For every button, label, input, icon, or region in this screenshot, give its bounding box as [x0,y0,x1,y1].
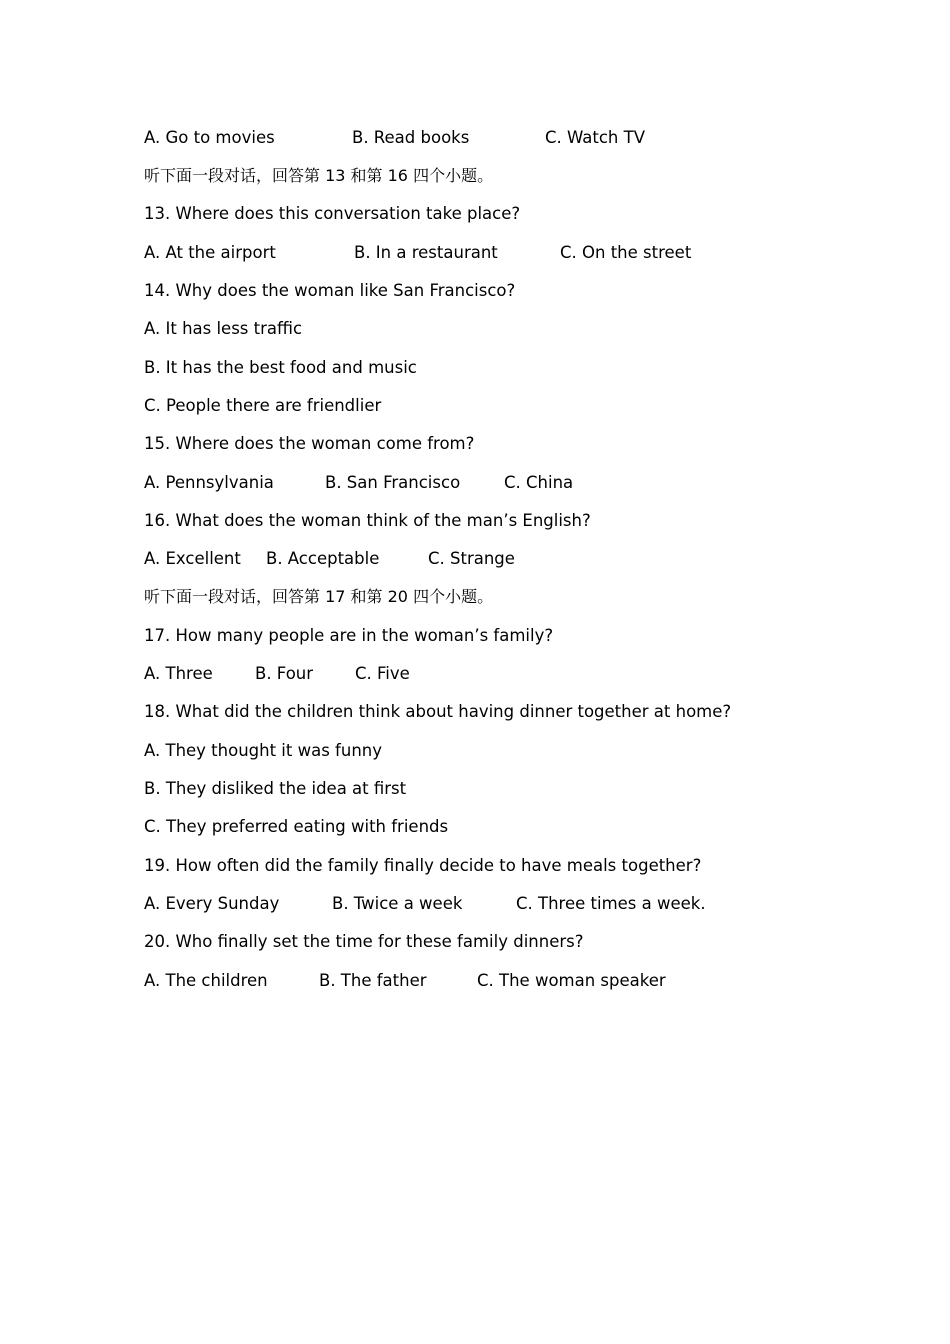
question-16: 16. What does the woman think of the man’s English? [144,511,591,530]
option-c: C. The woman speaker [477,971,666,990]
option-b: B. San Francisco [325,473,461,492]
option-a: A. It has less traffic [144,319,303,338]
option-a: A. Go to movies [144,128,275,147]
option-a: A. They thought it was funny [144,741,383,760]
option-b: B. Twice a week [332,894,463,913]
option-b: B. Four [255,664,314,683]
option-a: A. Three [144,664,213,683]
option-c: C. Strange [428,549,515,568]
section-instruction-13-16: 听下面一段对话，回答第 13 和第 16 四个小题。 [144,166,494,185]
question-13: 13. Where does this conversation take place? [144,204,521,223]
option-c: C. People there are friendlier [144,396,382,415]
option-b: B. They disliked the idea at first [144,779,407,798]
option-c: C. On the street [560,243,692,262]
option-a: A. At the airport [144,243,276,262]
option-b: B. The father [319,971,427,990]
question-18: 18. What did the children think about having dinner together at home? [144,702,732,721]
option-a: A. Pennsylvania [144,473,274,492]
question-14: 14. Why does the woman like San Francisco? [144,281,516,300]
option-c: C. They preferred eating with friends [144,817,449,836]
option-c: C. China [504,473,574,492]
question-19: 19. How often did the family finally decide to have meals together? [144,856,702,875]
option-b: B. It has the best food and music [144,358,417,377]
question-20: 20. Who finally set the time for these family dinners? [144,932,584,951]
option-a: A. The children [144,971,268,990]
section-instruction-17-20: 听下面一段对话，回答第 17 和第 20 四个小题。 [144,587,494,606]
question-15: 15. Where does the woman come from? [144,434,475,453]
option-c: C. Three times a week. [516,894,706,913]
option-b: B. Read books [352,128,470,147]
option-a: A. Excellent [144,549,241,568]
option-b: B. Acceptable [266,549,380,568]
option-c: C. Watch TV [545,128,645,147]
option-a: A. Every Sunday [144,894,280,913]
option-c: C. Five [355,664,410,683]
option-b: B. In a restaurant [354,243,498,262]
question-17: 17. How many people are in the woman’s family? [144,626,554,645]
